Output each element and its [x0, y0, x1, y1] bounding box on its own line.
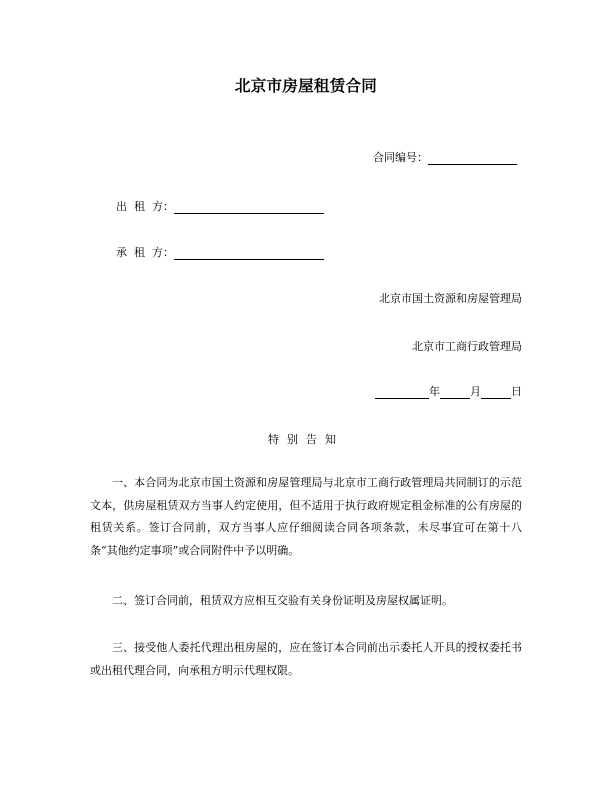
- year-blank[interactable]: [375, 386, 429, 399]
- day-label: 日: [511, 385, 522, 398]
- lessor-label: 出 租 方：: [116, 200, 174, 213]
- lessee-blank[interactable]: [174, 247, 324, 260]
- notice-paragraph-3: 三、接受他人委托代理出租房屋的，应在签订本合同前出示委托人开具的授权委托书或出租代理合同，向承租方明示代理权限。: [90, 641, 522, 677]
- lessor-row: [116, 198, 324, 214]
- day-blank[interactable]: [481, 386, 511, 399]
- issuer-industry-commerce-bureau: 北京市工商行政管理局: [412, 340, 522, 353]
- month-blank[interactable]: [440, 386, 470, 399]
- year-label: 年: [429, 385, 440, 398]
- contract-number-label: 合同编号：: [373, 151, 428, 164]
- contract-number-row: [373, 149, 517, 165]
- contract-number-blank[interactable]: [428, 152, 517, 165]
- lessor-blank[interactable]: [174, 201, 324, 214]
- notice-heading: 特别告知: [268, 433, 344, 446]
- notice-paragraph-2: 二、签订合同前，租赁双方应相互交验有关身份证明及房屋权属证明。: [112, 594, 453, 607]
- month-label: 月: [470, 385, 481, 398]
- lessee-row: [116, 244, 324, 260]
- notice-paragraph-1: 一、本合同为北京市国土资源和房屋管理局与北京市工商行政管理局共同制订的示范文本，供房屋租赁双方当事人约定使用，但不适用于执行政府规定租金标准的公有房屋的租赁关系。签订合同前，双方当事人应仔细阅读合同各项条款，未尽事宜可在第十八条“其他约定事项”或合同附件中予以明确。: [90, 476, 522, 557]
- date-row: [375, 383, 522, 399]
- lessee-label: 承 租 方：: [116, 246, 174, 259]
- issuer-land-resources-bureau: 北京市国土资源和房屋管理局: [379, 292, 522, 305]
- document-title: 北京市房屋租赁合同: [234, 77, 378, 95]
